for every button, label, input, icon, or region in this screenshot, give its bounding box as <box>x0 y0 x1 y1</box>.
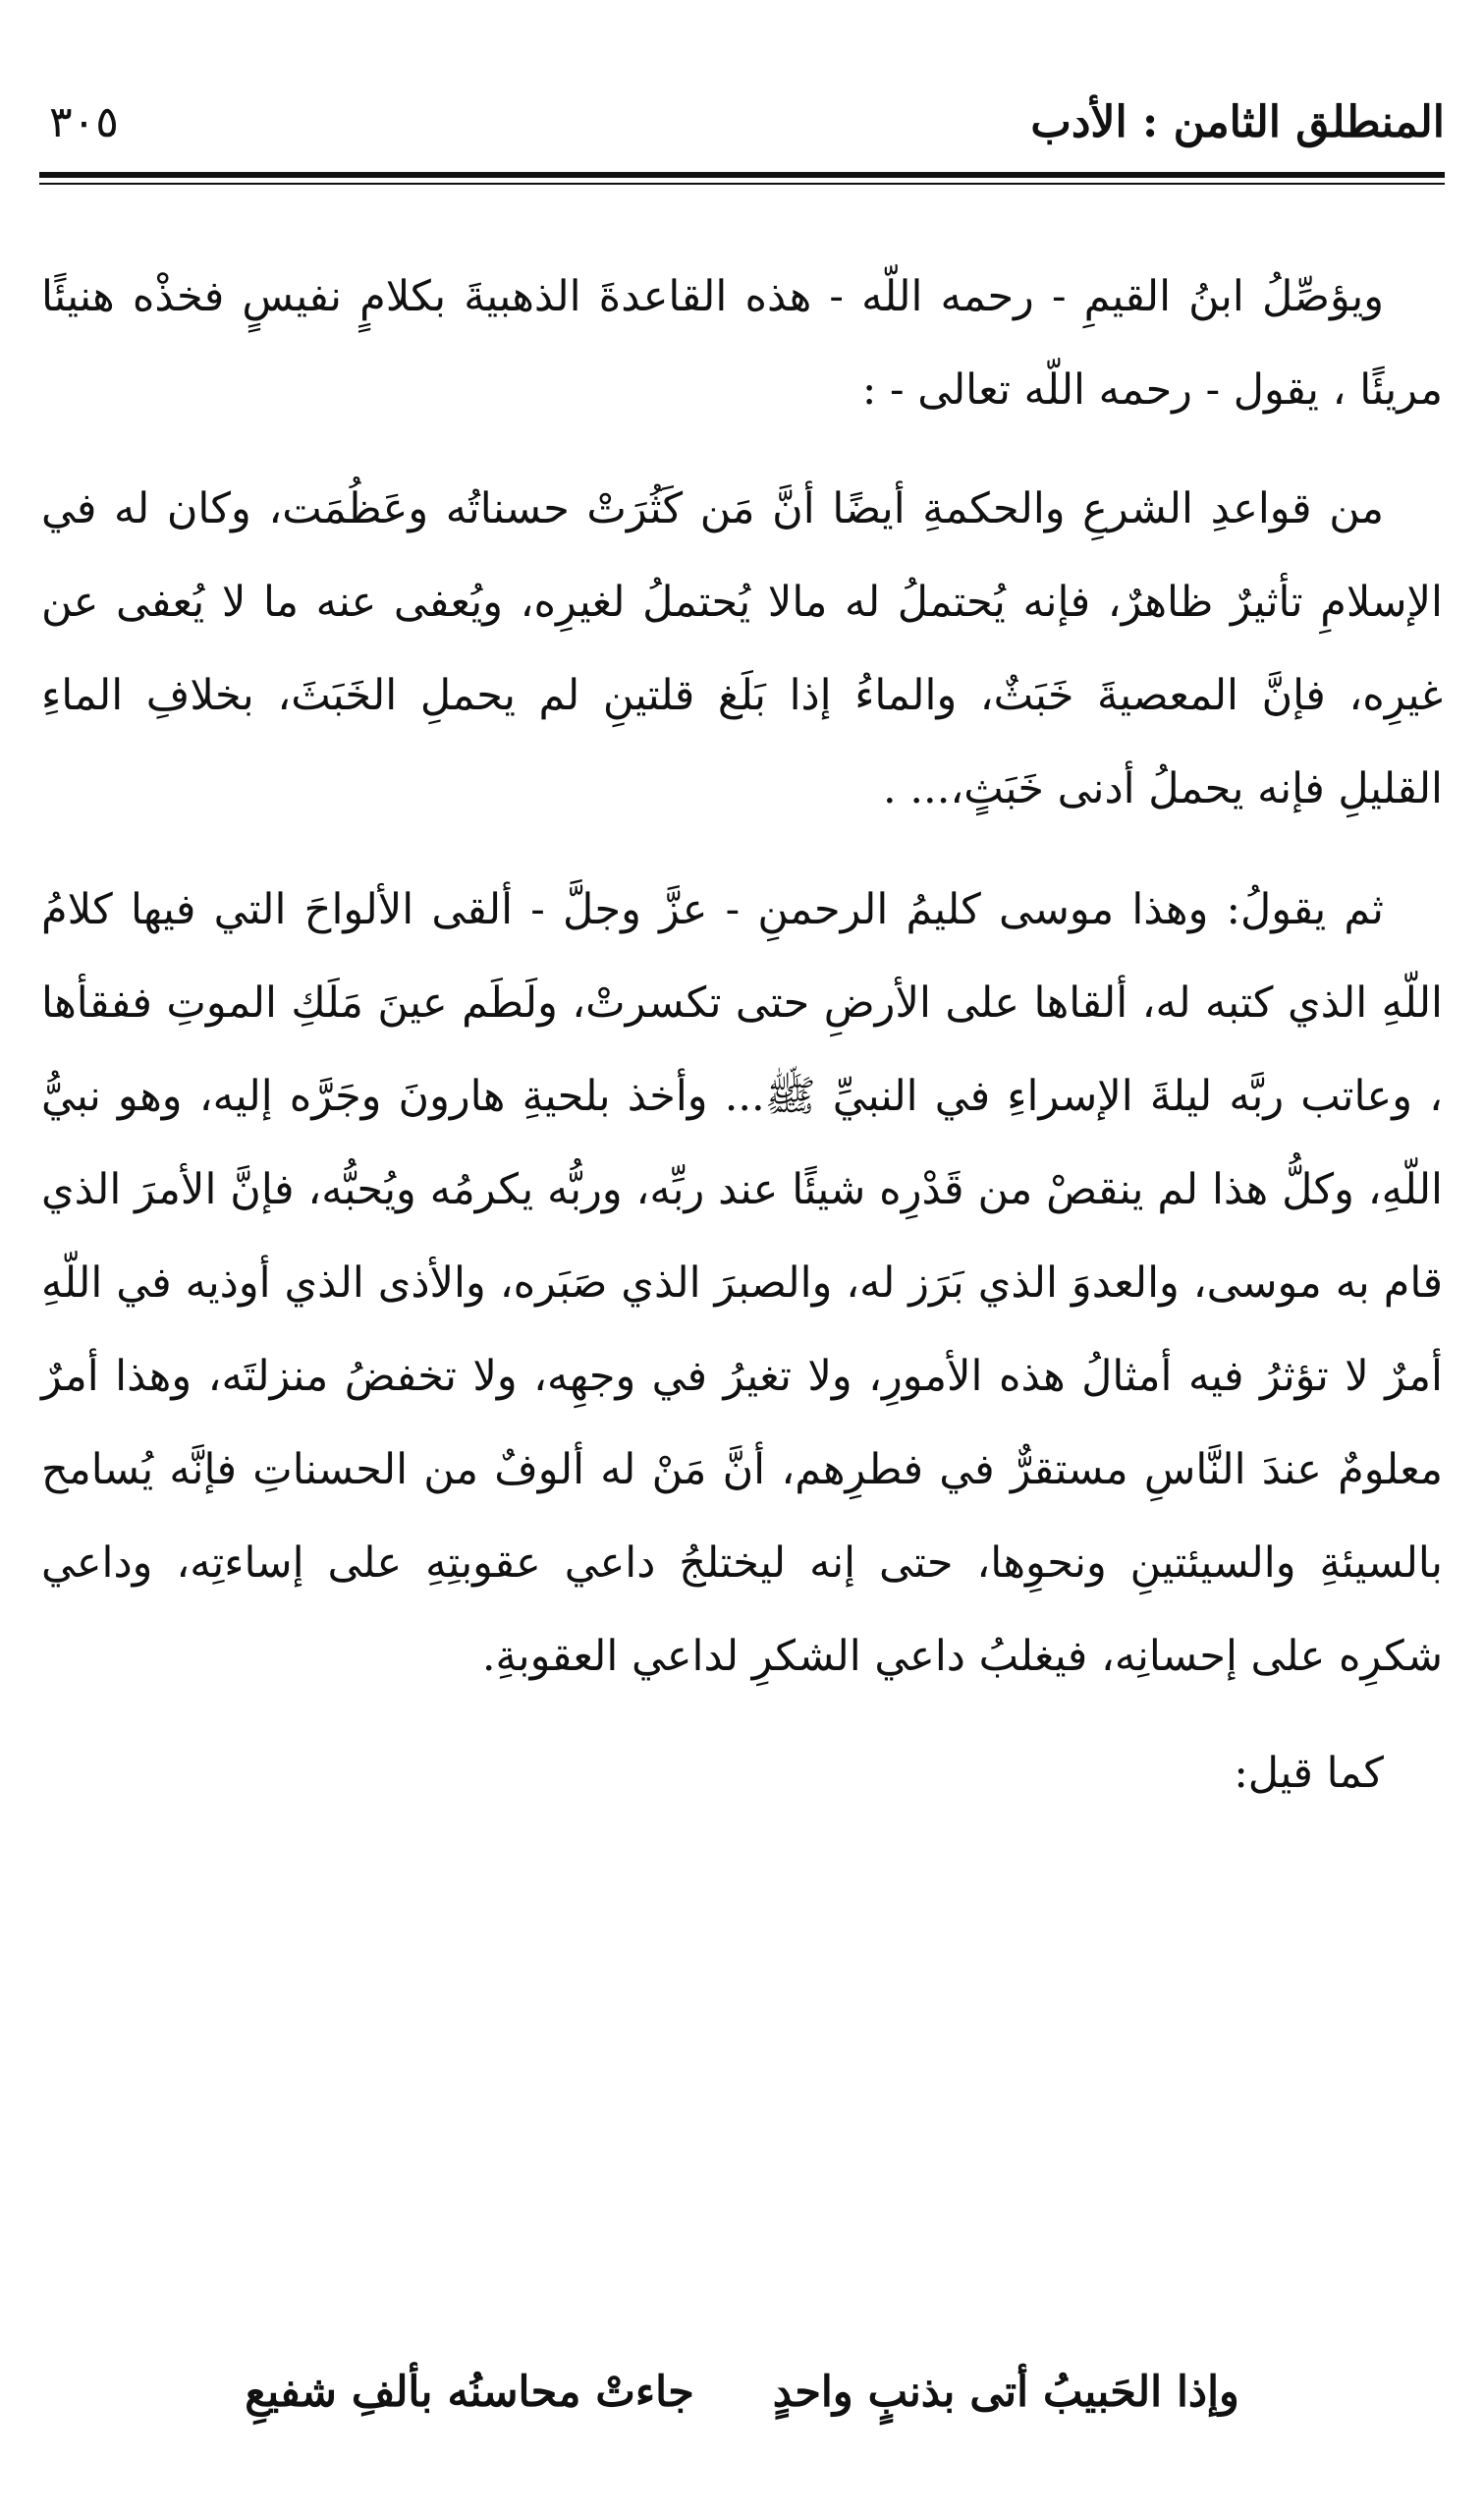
moses-example-paragraph: ثم يقولُ: وهذا موسى كليمُ الرحمنِ - عزَّ وجلَّ - ألقى الألواحَ التي فيها كلامُ اللّهِ الذي كتبه له، ألقاها على الأرضِ حتى تكسرتْ، ولَطَم عينَ مَلَكِ الموتِ ففقأها ، وعاتب ربَّه ليلةَ الإسراءِ في النبيِّ ﷺ... وأخذ بلحيةِ هارونَ وجَرَّه إليه، وهو نبيُّ اللّهِ، وكلُّ هذا لم ينقصْ من قَدْرِه شيئًا عند ربِّه، وربُّه يكرمُه ويُحبُّه، فإنَّ الأمرَ الذي قام به موسى، والعدوَ الذي بَرَز له، والصبرَ الذي صَبَره، والأذى الذي أوذيه في اللّهِ أمرٌ لا تؤثرُ فيه أمثالُ هذه الأمورِ، ولا تغيرُ في وجهِه، ولا تخفضُ منزلتَه، وهذا أمرٌ معلومٌ عندَ النَّاسِ مستقرٌّ في فطرِهم، أنَّ مَنْ له ألوفٌ من الحسناتِ فإنَّه يُسامح بالسيئةِ والسيئتينِ ونحوِها، حتى إنه ليختلجُ داعي عقوبتِهِ على إساءتِه، وداعي شكرِه على إحسانِه، فيغلبُ داعي الشكرِ لداعي العقوبةِ. <box>41 885 1443 1681</box>
poetry-verse <box>41 2353 1443 2432</box>
page-header <box>39 93 1445 162</box>
verse-first-hemistich: وإذا الحَبيبُ أتى بذنبٍ واحدٍ <box>772 2368 1239 2417</box>
quoted-rule-paragraph: من قواعدِ الشرعِ والحكمةِ أيضًا أنَّ مَن كَثُرَتْ حسناتُه وعَظُمَت، وكان له في الإسلامِ تأثيرٌ ظاهرٌ، فإنه يُحتملُ له مالا يُحتملُ لغيرِه، ويُعفى عنه ما لا يُعفى عن غيرِه، فإنَّ المعصيةَ خَبَثٌ، والماءُ إذا بَلَغ قلتينِ لم يحملِ الخَبَثَ، بخلافِ الماءِ القليلِ فإنه يحملُ أدنى خَبَثٍ،... . <box>41 484 1443 813</box>
page-body <box>41 251 1443 1820</box>
page-number: ٣٠٥ <box>49 97 119 147</box>
intro-paragraph: ويؤصِّلُ ابنُ القيمِ - رحمه اللّه - هذه القاعدةَ الذهبيةَ بكلامٍ نفيسٍ فخذْه هنيئًا مريئًا ، يقول - رحمه اللّه تعالى - : <box>41 272 1443 415</box>
quote-intro: كما قيل: <box>1234 1749 1384 1798</box>
header-rule-thick <box>39 172 1445 178</box>
verse-second-hemistich: جاءتْ محاسنُه بألفِ شفيعِ <box>245 2368 694 2417</box>
chapter-title: المنطلق الثامن : الأدب <box>1030 97 1445 147</box>
header-rule-thin <box>39 183 1445 185</box>
